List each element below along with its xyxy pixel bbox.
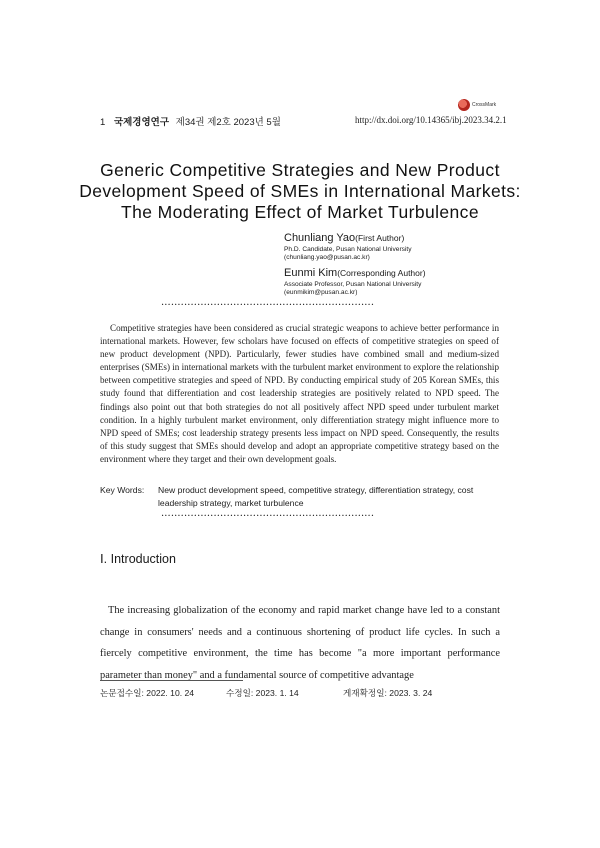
author-2-name-block	[284, 267, 426, 279]
paper-title	[60, 160, 540, 223]
issue-info: 제34권 제2호 2023년 5월	[175, 117, 281, 128]
accepted-date: 게재확정일: 2023. 3. 24	[343, 688, 433, 698]
author-1-name-block	[284, 232, 404, 244]
doi-link[interactable]: http://dx.doi.org/10.14365/ibj.2023.34.2.1	[355, 115, 507, 125]
title-line-3: The Moderating Effect of Market Turbulence	[121, 202, 479, 222]
intro-paragraph: The increasing globalization of the economy and rapid market change have led to a constant change in consumers' needs and a continuous shortening of product life cycles. In such a fiercely competitive environment, the time has become "a more important performance parameter than money" and a fundamental source of competitive advantage	[100, 605, 500, 681]
author-2-name: Eunmi Kim	[284, 267, 338, 279]
author-1-name: Chunliang Yao	[284, 232, 356, 244]
keywords-label: Key Words:	[100, 485, 145, 495]
page-number: 1	[100, 117, 106, 128]
received-date: 논문접수일: 2022. 10. 24	[100, 688, 195, 698]
separator-bottom: ·································································	[161, 511, 375, 522]
separator-top: ·································································	[161, 300, 375, 311]
journal-name: 국제경영연구	[113, 117, 169, 128]
author-2-email: (eunmikim@pusan.ac.kr)	[284, 289, 358, 296]
abstract: Competitive strategies have been considered as crucial strategic weapons to achieve better performance in international markets. However, few scholars have focused on effects of competitive strategies on speed of new product development (NPD). Particularly, fewer studies have combined small and medium-sized enterprises (SMEs) in international markets with the turbulent market environment to explore the relationship between competitive strategies and speed of NPD. By conducting empirical study of 205 Korean SMEs, this study found that differentiation and cost leadership strategies are positively related to NPD speed. The findings also point out that both strategies do not all positively affect NPD speed under turbulent market condition. In a highly turbulent market environment, only differentiation strategy might influence more to NPD speed of SMEs; cost leadership strategy presents less impact on NPD speed. Consequently, the results of this study suggest that SMEs should develop and adopt an appropriate competitive strategy based on the environment where they target and their own development goals.	[100, 323, 499, 464]
crossmark-icon	[458, 99, 470, 111]
author-2-role: (Corresponding Author)	[337, 268, 426, 278]
title-line-2: Development Speed of SMEs in International Markets:	[79, 181, 521, 201]
revised-date: 수정일: 2023. 1. 14	[226, 688, 299, 698]
author-1-role: (First Author)	[355, 233, 405, 243]
author-2-affiliation: Associate Professor, Pusan National University	[284, 281, 422, 288]
keywords	[100, 484, 500, 510]
footnote-rule	[100, 680, 243, 681]
keywords-text: New product development speed, competitive strategy, differentiation strategy, cost leadership strategy, market turbulence	[158, 485, 474, 508]
crossmark-label: CrossMark	[472, 102, 497, 108]
section-heading: Ⅰ. Introduction	[100, 552, 176, 566]
footnote-dates	[100, 687, 432, 699]
title-line-1: Generic Competitive Strategies and New Product	[100, 160, 500, 180]
running-header	[100, 114, 281, 128]
author-1-email: (chunliang.yao@pusan.ac.kr)	[284, 254, 370, 261]
author-1-affiliation: Ph.D. Candidate, Pusan National University	[284, 246, 412, 253]
